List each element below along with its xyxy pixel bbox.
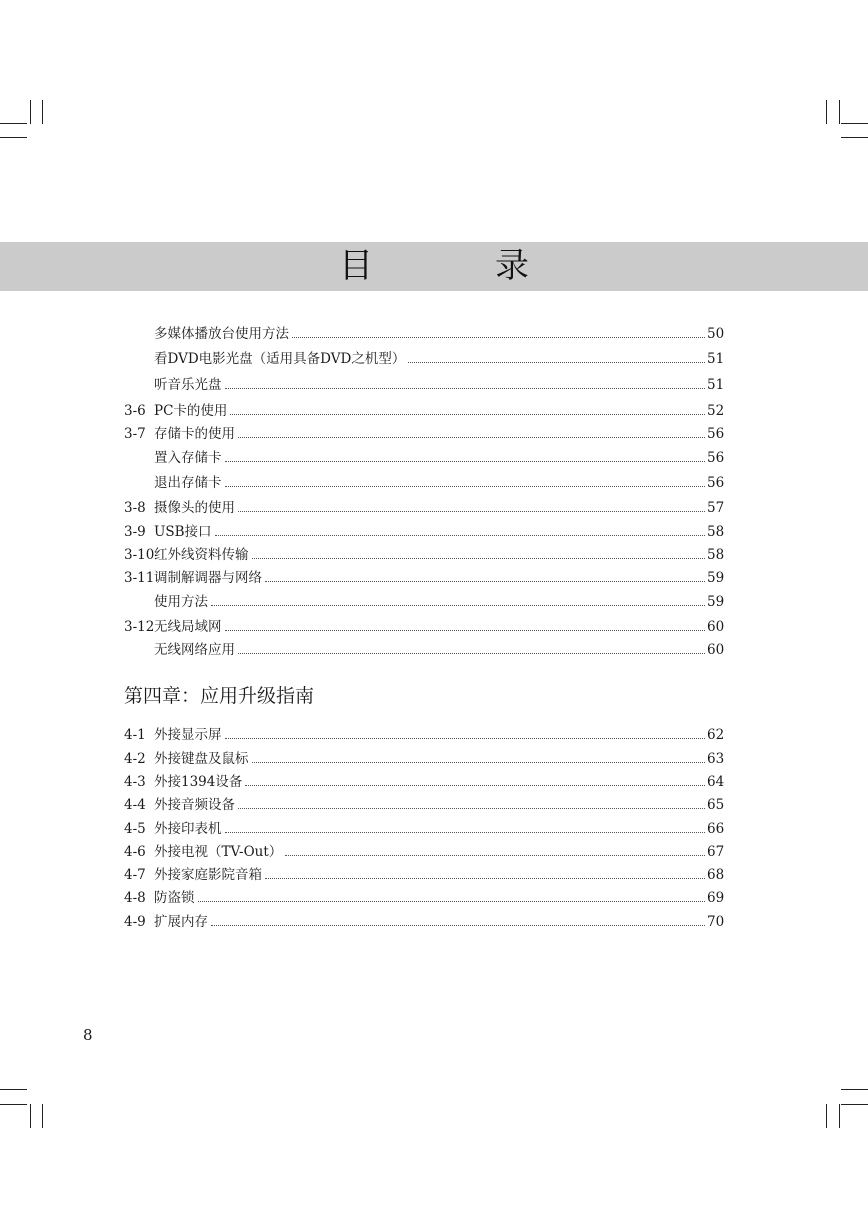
toc-entry-title: 使用方法 <box>154 594 208 610</box>
dot-leader <box>238 808 705 809</box>
toc-entry[interactable] <box>124 471 723 491</box>
toc-entry-page: 70 <box>707 914 725 930</box>
toc-entry-number: 4-5 <box>124 821 146 837</box>
toc-entry[interactable] <box>124 910 723 930</box>
crop-mark <box>841 1089 868 1090</box>
dot-leader <box>245 785 705 786</box>
toc-entry-number: 4-1 <box>124 727 146 743</box>
toc-entry-page: 63 <box>707 751 725 767</box>
title-band <box>0 242 868 291</box>
page-title: 目 录 <box>339 246 573 286</box>
toc-entry-title: 扩展内存 <box>154 914 208 930</box>
toc-entry[interactable] <box>124 496 723 516</box>
toc-entry-page: 59 <box>707 570 725 586</box>
dot-leader <box>238 437 705 438</box>
toc-entry-title: 退出存储卡 <box>154 475 222 491</box>
toc-entry[interactable] <box>124 723 723 743</box>
toc-entry-title: USB接口 <box>154 524 212 540</box>
toc-entry-page: 66 <box>707 821 725 837</box>
toc-entry-title: 无线局域网 <box>154 619 222 635</box>
crop-mark <box>839 1104 840 1128</box>
crop-mark <box>841 1104 868 1105</box>
toc-entry-page: 62 <box>707 727 725 743</box>
dot-leader <box>225 832 706 833</box>
crop-mark <box>826 100 827 124</box>
toc-entry-page: 52 <box>707 403 725 419</box>
dot-leader <box>198 901 706 902</box>
crop-mark <box>841 123 868 124</box>
crop-mark <box>30 1104 31 1128</box>
toc-entry-title: 红外线资料传输 <box>154 547 249 563</box>
toc-entry-title: 看DVD电影光盘（适用具备DVD之机型） <box>154 351 406 367</box>
toc-entry-page: 65 <box>707 797 725 813</box>
toc-entry[interactable] <box>124 520 723 540</box>
crop-mark <box>0 1104 27 1105</box>
toc-entry-number: 3-11 <box>124 570 155 586</box>
toc-entry-number: 3-10 <box>124 547 155 563</box>
toc-entry-number: 4-3 <box>124 774 146 790</box>
toc-entry-title: 摄像头的使用 <box>154 500 235 516</box>
toc-entry-number: 4-9 <box>124 914 146 930</box>
dot-leader <box>238 653 705 654</box>
toc-entry-number: 4-7 <box>124 867 146 883</box>
crop-mark <box>42 1104 43 1128</box>
toc-entry[interactable] <box>124 638 723 658</box>
toc-entry-title: 外接1394设备 <box>154 774 243 790</box>
crop-mark <box>841 137 868 138</box>
toc-entry-page: 51 <box>707 377 725 393</box>
toc-entry[interactable] <box>124 347 723 367</box>
dot-leader <box>211 925 705 926</box>
chapter-heading: 第四章：应用升级指南 <box>124 685 315 707</box>
toc-entry-number: 4-6 <box>124 844 146 860</box>
toc-entry-number: 3-9 <box>124 524 146 540</box>
toc-entry-number: 3-6 <box>124 403 146 419</box>
crop-mark <box>30 100 31 124</box>
toc-entry-page: 56 <box>707 475 725 491</box>
dot-leader <box>211 605 705 606</box>
toc-entry-number: 3-8 <box>124 500 146 516</box>
toc-entry-page: 60 <box>707 642 725 658</box>
toc-entry[interactable] <box>124 590 723 610</box>
toc-entry-page: 60 <box>707 619 725 635</box>
toc-entry-page: 64 <box>707 774 725 790</box>
dot-leader <box>285 855 705 856</box>
toc-entry-title: 外接键盘及鼠标 <box>154 751 249 767</box>
dot-leader <box>225 388 706 389</box>
toc-entry[interactable] <box>124 615 723 635</box>
toc-entry-page: 56 <box>707 450 725 466</box>
toc-entry-title: 外接显示屏 <box>154 727 222 743</box>
toc-entry-title: 外接音频设备 <box>154 797 235 813</box>
crop-mark <box>826 1104 827 1128</box>
toc-entry-title: 外接印表机 <box>154 821 222 837</box>
toc-entry-title: 调制解调器与网络 <box>154 570 262 586</box>
dot-leader <box>225 486 706 487</box>
toc-entry[interactable] <box>124 322 723 342</box>
toc-entry-number: 3-12 <box>124 619 155 635</box>
toc-entry[interactable] <box>124 863 723 883</box>
toc-entry-page: 67 <box>707 844 725 860</box>
dot-leader <box>408 362 705 363</box>
toc-entry[interactable] <box>124 747 723 767</box>
crop-mark <box>839 100 840 124</box>
toc-entry-number: 4-4 <box>124 797 146 813</box>
toc-entry-title: 防盗锁 <box>154 890 195 906</box>
toc-entry[interactable] <box>124 399 723 419</box>
toc-entry[interactable] <box>124 373 723 393</box>
toc-entry[interactable] <box>124 840 723 860</box>
toc-entry-page: 51 <box>707 351 725 367</box>
toc-entry-title: 存储卡的使用 <box>154 426 235 442</box>
dot-leader <box>230 414 705 415</box>
crop-mark <box>0 123 27 124</box>
toc-entry-number: 4-2 <box>124 751 146 767</box>
toc-entry-page: 58 <box>707 547 725 563</box>
toc-entry-number: 3-7 <box>124 426 146 442</box>
toc-entry[interactable] <box>124 817 723 837</box>
toc-entry-page: 69 <box>707 890 725 906</box>
toc-entry-title: PC卡的使用 <box>154 403 228 419</box>
page-number: 8 <box>83 1026 93 1044</box>
crop-mark <box>42 100 43 124</box>
toc-entry-title: 置入存储卡 <box>154 450 222 466</box>
toc-entry-title: 听音乐光盘 <box>154 377 222 393</box>
crop-mark <box>0 137 27 138</box>
dot-leader <box>252 558 706 559</box>
toc-entry[interactable] <box>124 770 723 790</box>
toc-entry[interactable] <box>124 793 723 813</box>
toc-entry[interactable] <box>124 446 723 466</box>
toc-entry-title: 多媒体播放台使用方法 <box>154 326 289 342</box>
dot-leader <box>292 337 705 338</box>
dot-leader <box>225 738 706 739</box>
dot-leader <box>252 762 706 763</box>
toc-entry-title: 外接电视（TV-Out） <box>154 844 283 860</box>
dot-leader <box>265 581 705 582</box>
dot-leader <box>238 511 705 512</box>
toc-entry[interactable] <box>124 566 723 586</box>
toc-entry-page: 59 <box>707 594 725 610</box>
dot-leader <box>265 878 705 879</box>
dot-leader <box>215 535 705 536</box>
toc-entry-page: 58 <box>707 524 725 540</box>
toc-entry[interactable] <box>124 422 723 442</box>
toc-entry[interactable] <box>124 886 723 906</box>
toc-entry-page: 50 <box>707 326 725 342</box>
dot-leader <box>225 461 706 462</box>
dot-leader <box>225 630 706 631</box>
toc-entry-title: 无线网络应用 <box>154 642 235 658</box>
toc-entry-title: 外接家庭影院音箱 <box>154 867 262 883</box>
toc-entry-page: 57 <box>707 500 725 516</box>
toc-entry-page: 56 <box>707 426 725 442</box>
crop-mark <box>0 1089 27 1090</box>
toc-entry-page: 68 <box>707 867 725 883</box>
toc-entry-number: 4-8 <box>124 890 146 906</box>
toc-entry[interactable] <box>124 543 723 563</box>
